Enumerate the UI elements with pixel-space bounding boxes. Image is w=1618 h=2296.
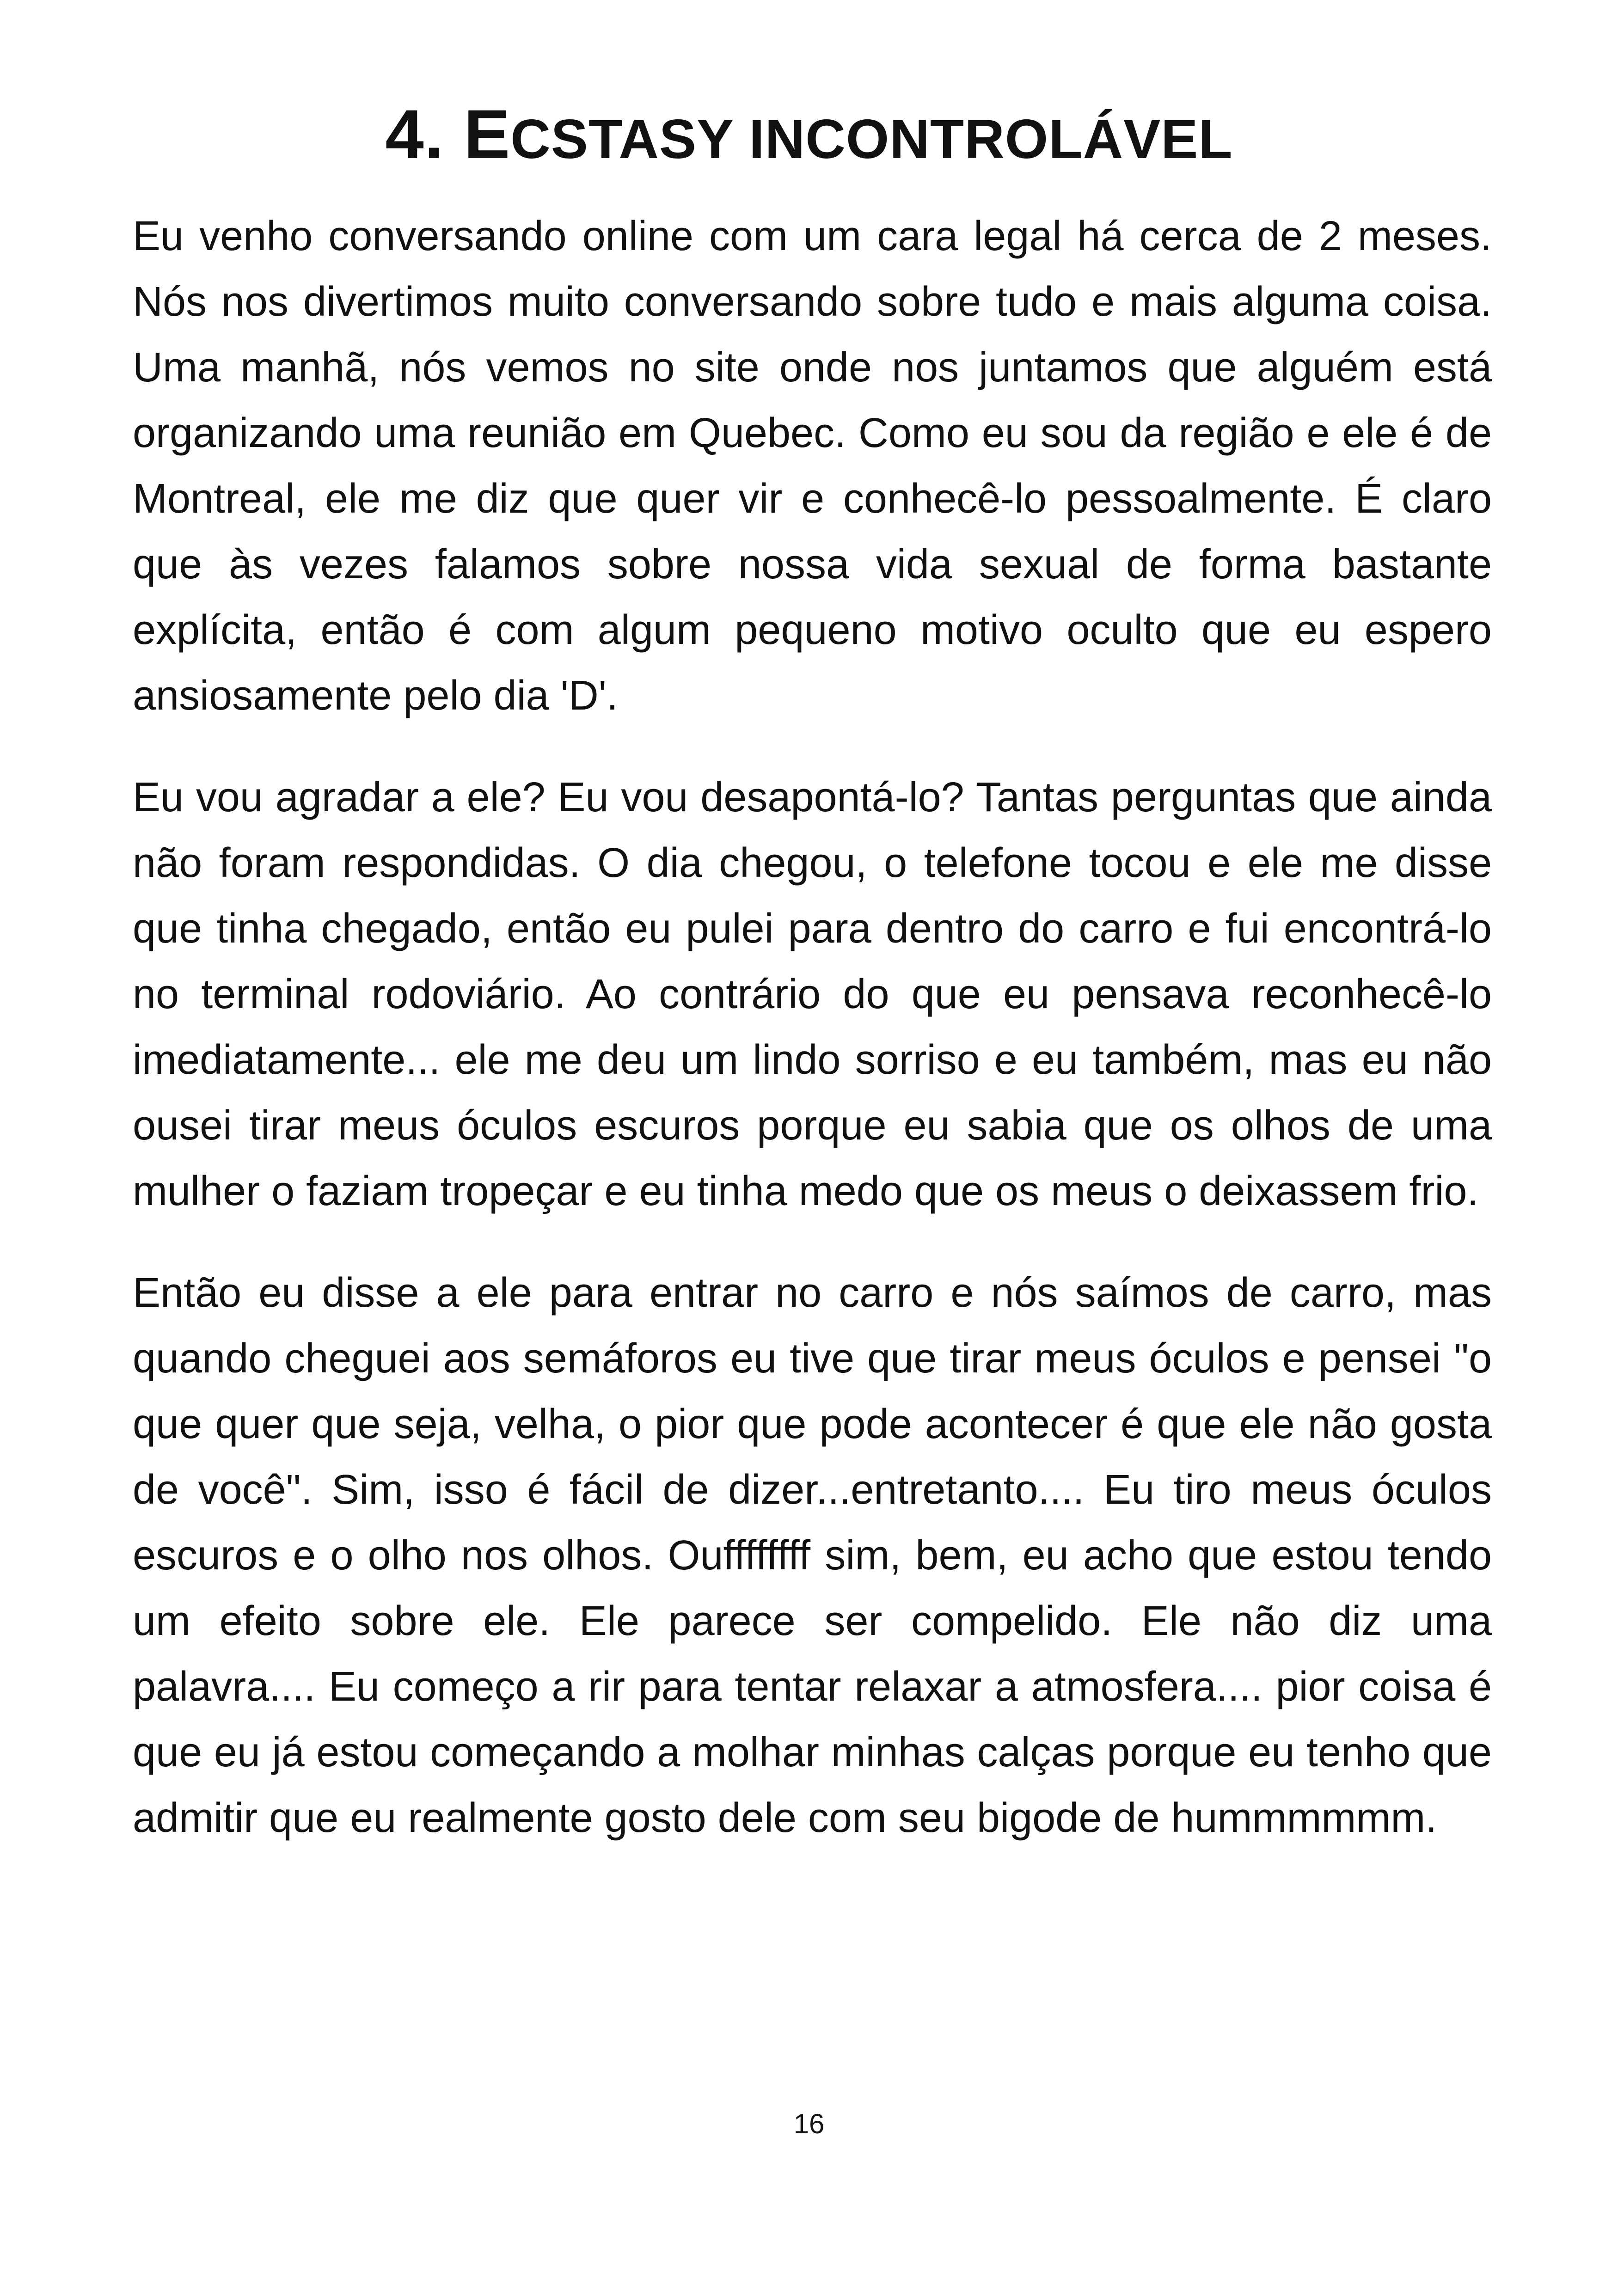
page-number: 16 xyxy=(793,2108,825,2139)
chapter-title xyxy=(0,92,1618,181)
paragraph: Então eu disse a ele para entrar no carro e nós saímos de carro, mas quando cheguei aos semáforos eu tive que tirar meus óculos e pensei "o que quer que seja, velha, o pior que pode acontecer é que ele não gosta de você". Sim, isso é fácil de dizer...entretanto.... Eu tiro meus óculos escuros e o olho nos olhos. Ouffffffff sim, bem, eu acho que estou tendo um efeito sobre ele. Ele parece ser compelido. Ele não diz uma palavra.... Eu começo a rir para tentar relaxar a atmosfera.... pior coisa é que eu já estou começando a molhar minhas calças porque eu tenho que admitir que eu realmente gosto dele com seu bigode de hummmmmm. xyxy=(133,1270,1492,1841)
chapter-number: 4. xyxy=(385,95,444,173)
chapter-title-initial: E xyxy=(464,95,511,173)
chapter-title-rest: CSTASY INCONTROLÁVEL xyxy=(510,108,1233,170)
paragraph: Eu vou agradar a ele? Eu vou desapontá-lo? Tantas perguntas que ainda não foram respondidas. O dia chegou, o telefone tocou e ele me disse que tinha chegado, então eu pulei para dentro do carro e fui encontrá-lo no terminal rodoviário. Ao contrário do que eu pensava reconhecê-lo imediatamente... ele me deu um lindo sorriso e eu também, mas eu não ousei tirar meus óculos escuros porque eu sabia que os olhos de uma mulher o faziam tropeçar e eu tinha medo que os meus o deixassem frio. xyxy=(133,774,1492,1214)
body-text xyxy=(133,203,1492,1887)
paragraph: Eu venho conversando online com um cara legal há cerca de 2 meses. Nós nos divertimos muito conversando sobre tudo e mais alguma coisa. Uma manhã, nós vemos no site onde nos juntamos que alguém está organizando uma reunião em Quebec. Como eu sou da região e ele é de Montreal, ele me diz que quer vir e conhecê-lo pessoalmente. É claro que às vezes falamos sobre nossa vida sexual de forma bastante explícita, então é com algum pequeno motivo oculto que eu espero ansiosamente pelo dia 'D'. xyxy=(133,213,1492,719)
